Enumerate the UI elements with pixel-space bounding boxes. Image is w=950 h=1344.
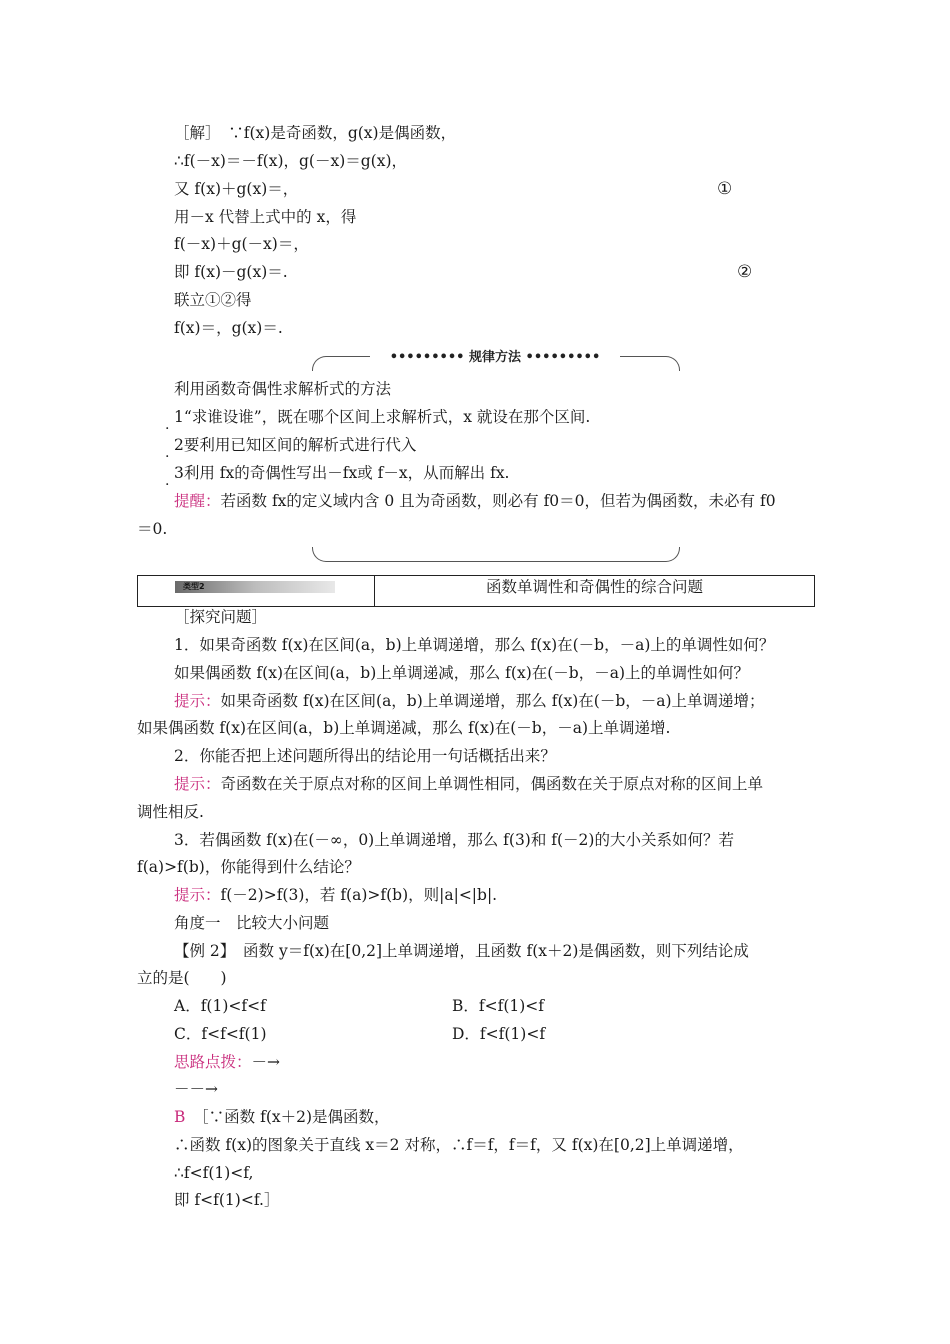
tip-text: 若函数 fx的定义域内含 0 且为奇函数，则必有 f0＝0，但若为偶函数，未必有 f0 <box>220 492 776 510</box>
answer-1a-text: 如果奇函数 f(x)在区间(a，b)上单调递增，那么 f(x)在(－b，－a)上单调递增； <box>220 692 765 710</box>
solution-line-5: f(－x)＋g(－x)＝， <box>174 235 309 253</box>
solution-line-4: 用－x 代替上式中的 x，得 <box>174 208 357 226</box>
question-2: 2．你能否把上述问题所得出的结论用一句话概括出来？ <box>174 747 556 765</box>
answer-1b: 如果偶函数 f(x)在区间(a，b)上单调递减，那么 f(x)在(－b，－a)上单调递增. <box>137 719 671 737</box>
tip-label: 提醒： <box>174 492 221 510</box>
type-title: 函数单调性和奇偶性的综合问题 <box>485 578 703 596</box>
question-1a: 1．如果奇函数 f(x)在区间(a，b)上单调递增，那么 f(x)在(－b，－a)上的单调性如何？ <box>174 636 775 654</box>
example-stem-b: 立的是( ) <box>137 969 227 987</box>
method-tip <box>174 491 776 511</box>
equation-mark-1: ① <box>717 179 733 199</box>
answer-line-1-text: ［∵函数 f(x＋2)是偶函数， <box>200 1108 390 1126</box>
answer-3 <box>174 885 497 905</box>
question-3a: 3．若偶函数 f(x)在(－∞，0)上单调递增，那么 f(3)和 f(－2)的大小关系如何？若 <box>174 831 734 849</box>
answer-3-text: f(－2)>f(3)，若 f(a)>f(b)，则|a|<|b|. <box>220 886 498 904</box>
option-a: A．f(1)<f<f <box>174 997 266 1015</box>
answer-letter: B <box>174 1108 186 1126</box>
hint-label: 提示： <box>174 775 221 793</box>
bullet-dot: . <box>165 417 170 433</box>
answer-2b: 调性相反. <box>137 803 204 821</box>
solution-line-3: 又 f(x)＋g(x)＝， <box>174 180 299 198</box>
solution-line-1: ［解］ ∵f(x)是奇函数，g(x)是偶函数， <box>174 124 457 142</box>
bullet-dot: . <box>165 473 170 489</box>
bullet-dot: . <box>165 445 170 461</box>
hint-label: 提示： <box>174 886 221 904</box>
method-frame-bottom <box>312 547 680 562</box>
explore-heading: ［探究问题］ <box>174 608 268 626</box>
question-1b: 如果偶函数 f(x)在区间(a，b)上单调递减，那么 f(x)在(－b，－a)上的单调性如何？ <box>174 664 750 682</box>
method-heading: 利用函数奇偶性求解析式的方法 <box>174 380 392 398</box>
hint-label: 提示： <box>174 692 221 710</box>
type-header-box <box>137 575 815 607</box>
type-tag: 类型2 <box>175 581 335 593</box>
solution-line-2: ∴f(－x)＝－f(x)，g(－x)＝g(x)， <box>174 152 408 170</box>
answer-line-1 <box>174 1107 390 1127</box>
thought-hint <box>174 1052 280 1072</box>
question-3b: f(a)>f(b)，你能得到什么结论？ <box>137 858 360 876</box>
method-item-1: 1“求谁设谁”，既在哪个区间上求解析式，x 就设在那个区间. <box>174 408 591 426</box>
answer-2a <box>174 774 763 794</box>
example-stem-a: 【例 2】 函数 y＝f(x)在[0,2]上单调递增，且函数 f(x＋2)是偶函数，则下列结论成 <box>174 942 749 960</box>
thought-hint-arrow-a: －→ <box>251 1053 281 1071</box>
answer-1a <box>174 691 765 711</box>
equation-mark-2: ② <box>737 262 753 282</box>
method-item-2: 2要利用已知区间的解析式进行代入 <box>174 436 417 454</box>
answer-line-4: 即 f<f(1)<f.］ <box>174 1191 280 1209</box>
option-b: B．f<f(1)<f <box>452 997 545 1015</box>
method-item-3: 3利用 fx的奇偶性写出－fx或 f－x，从而解出 fx. <box>174 464 510 482</box>
method-tip-continued: ＝0. <box>137 520 168 538</box>
method-banner-title: ••••••••• 规律方法 ••••••••• <box>370 349 620 367</box>
option-d: D．f<f(1)<f <box>452 1025 546 1043</box>
answer-line-2: ∴函数 f(x)的图象关于直线 x＝2 对称，∴f＝f，f＝f，又 f(x)在[0,2]上单调递增， <box>174 1136 744 1154</box>
angle-heading: 角度一 比较大小问题 <box>174 914 330 932</box>
solution-line-7: 联立①②得 <box>174 291 252 309</box>
solution-line-6: 即 f(x)－g(x)＝. <box>174 263 288 281</box>
thought-hint-label: 思路点拨： <box>174 1053 252 1071</box>
option-c: C．f<f<f(1) <box>174 1025 267 1043</box>
answer-2a-text: 奇函数在关于原点对称的区间上单调性相同，偶函数在关于原点对称的区间上单 <box>220 775 764 793</box>
solution-line-8: f(x)＝，g(x)＝. <box>174 319 283 337</box>
answer-line-3: ∴f<f(1)<f, <box>174 1164 254 1182</box>
thought-hint-arrow-b: －－→ <box>174 1080 218 1098</box>
